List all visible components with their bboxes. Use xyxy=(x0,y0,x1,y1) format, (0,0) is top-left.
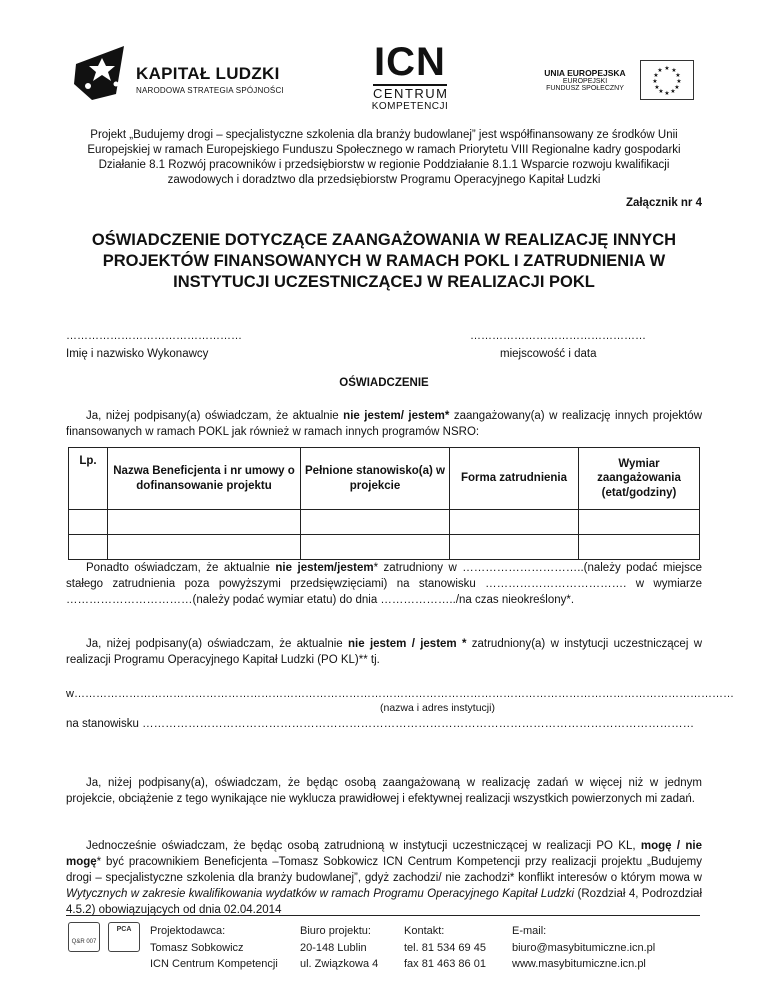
icn-logo-centrum: CENTRUM xyxy=(373,86,449,101)
name-label: Imię i nazwisko Wykonawcy xyxy=(66,348,209,360)
eu-logo xyxy=(540,60,690,110)
date-dots: ………………………………………… xyxy=(470,330,646,342)
p5-text-c: * być pracownikiem Beneficjenta –Tomasz Sobkowicz ICN Centrum Kompetencji przy realizacji projektu „Budujemy drogi – specjalistyczne szkolenia dla branży budowlanej”, gdyż zachodzi/ nie zachodzi* konflikt interesów o którym mowa w xyxy=(66,856,702,884)
p1-text-b: nie jestem/ jestem* xyxy=(343,410,450,422)
eu-flag-icon xyxy=(640,60,694,100)
footer-divider xyxy=(66,915,700,916)
footer-applicant-name: Tomasz Sobkowicz xyxy=(150,941,244,954)
table-header-employment-form: Forma zatrudnienia xyxy=(450,448,579,510)
p2-text-c: * zatrudniony w …………………………..(należy podać miejsce stałego zatrudnienia poza powyższymi przedsięwzięciami) na stanowisku ………………………………. w wymiarze ……………………………(należy podać wymiar etatu) do dnia ………………../na czas nieokreślony*. xyxy=(66,562,702,606)
footer-office-city: 20-148 Lublin xyxy=(300,941,367,954)
table-header-row xyxy=(69,448,700,510)
project-intro: Projekt „Budujemy drogi – specjalistyczne szkolenia dla branży budowlanej” jest współfinansowany ze środków Unii Europejskiej w ramach Europejskiego Funduszu Społecznego w ramach Priorytetu VIII Regionalne kadry gospodarki Działanie 8.1 Rozwój pracowników i przedsiębiorstw w regionie Poddziałanie 8.1.1 Wsparcie rozwoju kwalifikacji zawodowych i doradztwo dla przedsiębiorstw Programu Operacyjnego Kapitał Ludzki xyxy=(87,129,681,186)
svg-text:★: ★ xyxy=(657,67,663,74)
footer-email-heading: E-mail: xyxy=(512,925,547,937)
p1-text-c: zaangażowany(a) w realizację innych projektów finansowanych w ramach POKL jak również w ramach innych programów NSRO: xyxy=(66,410,703,438)
table-header-beneficiary: Nazwa Beneficjenta i nr umowy o dofinansowanie projektu xyxy=(108,448,301,510)
paragraph-3 xyxy=(66,636,702,668)
document-title: OŚWIADCZENIE DOTYCZĄCE ZAANGAŻOWANIA W REALIZACJĘ INNYCH PROJEKTÓW FINANSOWANYCH W RAMACH POKL I ZATRUDNIENIA W INSTYTUCJI UCZESTNICZĄCEJ W REALIZACJI POKL xyxy=(91,231,677,291)
footer-contact-phone: tel. 81 534 69 45 xyxy=(404,941,486,954)
eu-line-3: FUNDUSZ SPOŁECZNY xyxy=(546,85,624,92)
icn-logo-kompetencji: KOMPETENCJI xyxy=(371,101,449,112)
eu-text xyxy=(540,68,630,92)
p3-text-c: zatrudniony(a) w instytucji uczestniczącej w realizacji Programu Operacyjnego Kapitał Ludzki (PO KL)** tj. xyxy=(66,638,703,666)
svg-text:★: ★ xyxy=(664,65,670,72)
eu-line-2: EUROPEJSKI xyxy=(562,78,608,85)
declaration-heading: OŚWIADCZENIE xyxy=(339,377,429,389)
p2-text-b: nie jestem/jestem xyxy=(275,562,374,574)
svg-text:★: ★ xyxy=(664,90,670,97)
place-date-label: miejscowość i data xyxy=(500,348,597,360)
table-row xyxy=(69,535,700,560)
footer-contact xyxy=(404,923,486,973)
svg-text:★: ★ xyxy=(675,72,681,79)
kapital-ludzki-logo xyxy=(72,44,302,104)
name-dots: ………………………………………… xyxy=(66,330,242,342)
table-cell[interactable] xyxy=(579,535,700,560)
table-row xyxy=(69,510,700,535)
svg-text:★: ★ xyxy=(653,72,659,79)
p5-text-e: (Rozdział 4, Podrozdział 4.5.2) obowiązujących od dnia 02.04.2014 xyxy=(66,888,703,916)
p5-text-b: mogę / nie mogę xyxy=(66,840,702,868)
table-cell[interactable] xyxy=(450,535,579,560)
table-header-engagement: Wymiar zaangażowania (etat/godziny) xyxy=(579,448,700,510)
footer-contact-fax: fax 81 463 86 01 xyxy=(404,958,486,970)
p3-text-a: Ja, niżej podpisany(a) oświadczam, że aktualnie xyxy=(86,638,349,650)
table-cell[interactable] xyxy=(108,535,301,560)
footer-website-link[interactable]: www.masybitumiczne.icn.pl xyxy=(512,958,646,970)
table-cell[interactable] xyxy=(579,510,700,535)
pca-cert-label: PCA xyxy=(116,926,132,933)
table-cell[interactable] xyxy=(108,510,301,535)
p1-text-a: Ja, niżej podpisany(a) oświadczam, że aktualnie xyxy=(86,410,344,422)
iso-cert-label: Q&R 007 xyxy=(71,939,97,945)
p5-text-a: Jednocześnie oświadczam, że będąc osobą zatrudnioną w instytucji uczestniczącej w realizacji PO KL, xyxy=(86,840,641,852)
table-cell[interactable] xyxy=(69,510,108,535)
footer-email-link[interactable]: biuro@masybitumiczne.icn.pl xyxy=(512,941,656,954)
paragraph-1 xyxy=(66,408,702,440)
icn-logo xyxy=(365,42,455,112)
p5-text-d: Wytycznych w zakresie kwalifikowania wydatków w ramach Programu Operacyjnego Kapitał Ludzki xyxy=(66,888,575,900)
institution-line: w……………………………………………………………………………………………………………………………………………………………… xyxy=(66,688,734,700)
footer-office xyxy=(300,923,378,973)
footer-office-street: ul. Związkowa 4 xyxy=(300,958,379,970)
footer-contact-heading: Kontakt: xyxy=(404,925,445,937)
svg-text:★: ★ xyxy=(676,78,682,85)
svg-text:★: ★ xyxy=(654,84,660,91)
paragraph-5 xyxy=(66,838,702,918)
position-line: na stanowisku ……………………………………………………………………………………………………………………………… xyxy=(66,718,695,730)
institution-label: (nazwa i adres instytucji) xyxy=(380,702,495,714)
footer-email xyxy=(512,923,655,973)
svg-text:★: ★ xyxy=(652,78,658,85)
certification-logos xyxy=(68,922,146,962)
icn-logo-main: ICN xyxy=(374,40,446,84)
pca-cert-icon xyxy=(108,922,140,952)
kapital-ludzki-subtitle: NARODOWA STRATEGIA SPÓJNOŚCI xyxy=(136,86,284,95)
table-cell[interactable] xyxy=(69,535,108,560)
svg-text:★: ★ xyxy=(674,84,680,91)
table-header-lp: Lp. xyxy=(69,448,108,510)
eu-line-1: UNIA EUROPEJSKA xyxy=(544,68,626,78)
p3-text-b: nie jestem / jestem * xyxy=(348,638,467,650)
svg-text:★: ★ xyxy=(671,67,677,74)
svg-text:★: ★ xyxy=(658,88,664,95)
table-cell[interactable] xyxy=(301,535,450,560)
projects-table xyxy=(68,447,700,560)
kapital-ludzki-emblem-icon xyxy=(72,44,132,102)
table-header-position: Pełnione stanowisko(a) w projekcie xyxy=(301,448,450,510)
footer-applicant-company: ICN Centrum Kompetencji xyxy=(150,958,278,970)
footer-applicant-heading: Projektodawca: xyxy=(150,925,226,937)
annex-label: Załącznik nr 4 xyxy=(625,197,702,209)
footer-applicant xyxy=(150,923,278,973)
table-cell[interactable] xyxy=(301,510,450,535)
paragraph-2 xyxy=(66,560,702,608)
footer-office-heading: Biuro projektu: xyxy=(300,925,371,937)
kapital-ludzki-title: KAPITAŁ LUDZKI xyxy=(136,64,280,83)
svg-text:★: ★ xyxy=(670,88,676,95)
paragraph-4 xyxy=(66,775,702,807)
p2-text-a: Ponadto oświadczam, że aktualnie xyxy=(86,562,276,574)
iso-cert-icon xyxy=(68,922,100,952)
table-cell[interactable] xyxy=(450,510,579,535)
p4-text: Ja, niżej podpisany(a), oświadczam, że będąc osobą zaangażowaną w realizację zadań w więcej niż w jednym projekcie, obciążenie z tego wynikające nie wyklucza prawidłowej i efektywnej realizacji wszystkich powierzonych mi zadań. xyxy=(66,777,702,805)
